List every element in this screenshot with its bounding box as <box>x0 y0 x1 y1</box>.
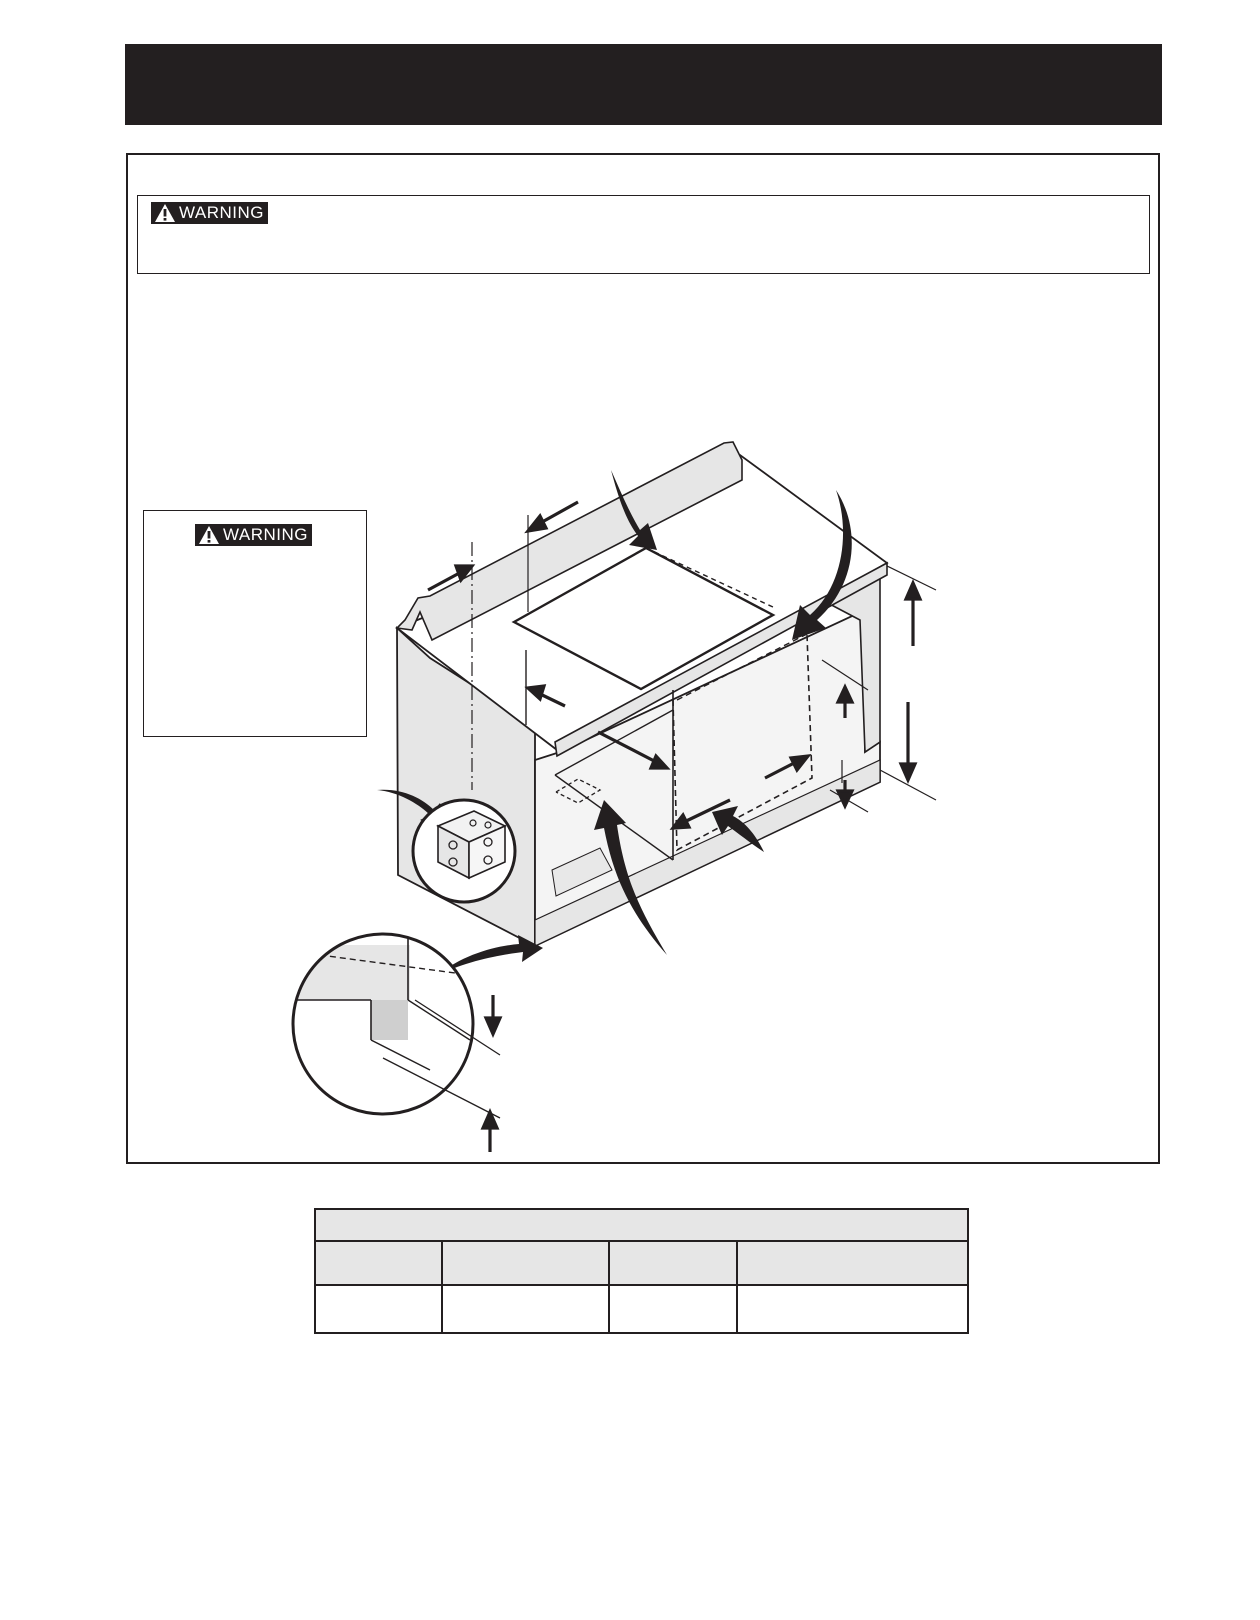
table-header-cell <box>442 1241 609 1285</box>
table-cell <box>737 1285 968 1333</box>
warning-label-text: WARNING <box>223 525 309 544</box>
table-title-row <box>315 1209 968 1241</box>
table-header-cell <box>315 1241 442 1285</box>
warning-label-text: WARNING <box>179 203 265 222</box>
table-header-cell <box>737 1241 968 1285</box>
table-header-cell <box>609 1241 737 1285</box>
table-title <box>315 1209 968 1241</box>
table-cell <box>315 1285 442 1333</box>
table-row <box>315 1285 968 1333</box>
table-cell <box>609 1285 737 1333</box>
specification-table <box>314 1208 969 1334</box>
table-header-row <box>315 1241 968 1285</box>
table-cell <box>442 1285 609 1333</box>
